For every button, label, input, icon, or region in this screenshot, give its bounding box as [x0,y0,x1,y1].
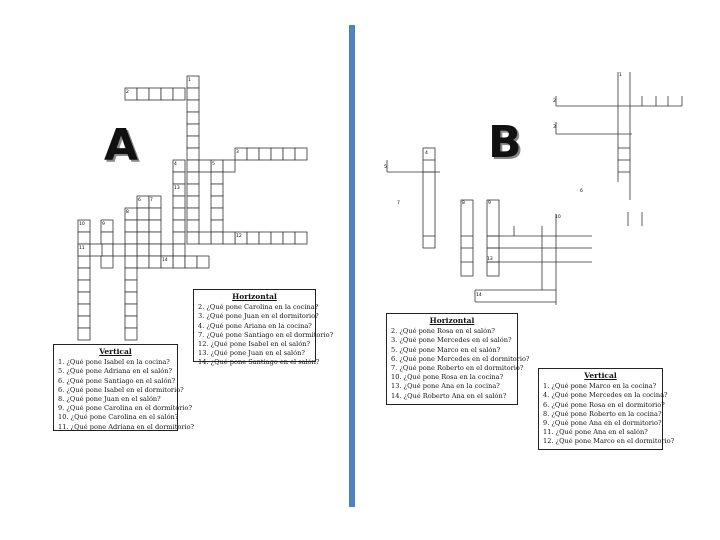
clue: 14. ¿Qué Roberto Ana en el salón? [391,391,507,400]
svg-text:2: 2 [126,90,129,95]
svg-text:7: 7 [397,201,400,206]
slide-divider [349,25,355,507]
svg-text:1: 1 [188,78,191,83]
clue: 10. ¿Qué pone Carolina en el salón? [58,413,179,422]
sheet-a-label: A [104,120,140,171]
clue: 4. ¿Qué pone Mercedes en la cocina? [543,391,668,400]
svg-text:6: 6 [580,189,583,194]
svg-text:9: 9 [102,222,105,227]
clue: 11. ¿Qué pone Adriana en el dormitorio? [58,422,195,431]
svg-text:11: 11 [79,246,85,251]
clue: 1. ¿Qué pone Isabel en la cocina? [58,358,170,367]
sheet-a-horizontal-clues [193,289,334,367]
svg-text:4: 4 [174,162,177,167]
sheet-a-vertical-title: Vertical [99,347,132,356]
svg-text:13: 13 [174,186,180,191]
svg-text:3: 3 [553,125,556,130]
clue: 14. ¿Qué pone Santiago en el salón? [198,358,320,367]
svg-text:2: 2 [553,99,556,104]
svg-text:5: 5 [384,165,387,170]
sheet-a-horizontal-title: Horizontal [232,292,277,301]
sheet-b-horizontal-clues [386,313,530,405]
clue: 6. ¿Qué pone Santiago en el salón? [58,376,176,385]
clue: 7. ¿Qué pone Roberto en el dormitorio? [391,364,524,373]
svg-text:12: 12 [236,234,242,239]
clue: 6. ¿Qué pone Mercedes en el dormitorio? [391,354,530,363]
sheet-b-label: B [488,117,523,168]
crossword-grid-b [384,72,682,305]
svg-text:10: 10 [79,222,85,227]
svg-text:3: 3 [236,150,239,155]
svg-text:5: 5 [212,162,215,167]
clue: 8. ¿Qué pone Juan en el salón? [58,395,161,404]
clue: 9. ¿Qué pone Ana en el dormitorio? [543,419,662,428]
clue: 5. ¿Qué pone Adriana en el salón? [58,367,172,376]
clue: 9. ¿Qué pone Carolina en el dormitorio? [58,404,193,413]
sheet-b-horizontal-title: Horizontal [429,316,475,325]
svg-text:9: 9 [488,201,491,206]
clue: 2. ¿Qué pone Rosa en el salón? [391,327,495,336]
clue: 1. ¿Qué pone Marco en la cocina? [543,382,657,391]
clue: 10. ¿Qué pone Rosa en la cocina? [391,373,504,382]
clue: 6. ¿Qué pone Isabel en el dormitorio? [58,385,184,394]
sheet-b-vertical-clues [538,368,675,450]
clue: 12. ¿Qué pone Marco en el dormitorio? [543,437,675,446]
clue: 2. ¿Qué pone Carolina en la cocina? [198,303,319,312]
sheet-b-vertical-title: Vertical [584,371,617,380]
svg-text:10: 10 [555,215,561,220]
clue: 3. ¿Qué pone Juan en el dormitorio? [198,312,319,321]
svg-text:8: 8 [462,201,465,206]
clue: 5. ¿Qué pone Marco en el salón? [391,345,501,354]
clue: 7. ¿Qué pone Santiago en el dormitorio? [198,330,334,339]
svg-text:6: 6 [138,198,141,203]
clue: 13. ¿Qué pone Juan en el salón? [198,349,305,358]
svg-text:7: 7 [150,198,153,203]
svg-text:13: 13 [487,257,493,262]
clue: 3. ¿Qué pone Mercedes en el salón? [391,336,512,345]
clue: 8. ¿Qué pone Roberto en la cocina? [543,409,662,418]
svg-text:14: 14 [476,293,482,298]
svg-text:14: 14 [162,258,168,263]
svg-text:4: 4 [425,151,428,156]
sheet-a-vertical-clues [53,344,195,431]
clue: 4. ¿Qué pone Ariana en la cocina? [198,321,312,330]
clue: 11. ¿Qué pone Ana en el salón? [543,428,648,437]
svg-text:1: 1 [619,73,622,78]
clue: 13. ¿Qué pone Ana en la cocina? [391,382,500,391]
clue: 12. ¿Qué pone Isabel en el salón? [198,340,310,349]
svg-text:8: 8 [126,210,129,215]
clue: 6. ¿Qué pone Rosa en el dormitorio? [543,400,665,409]
